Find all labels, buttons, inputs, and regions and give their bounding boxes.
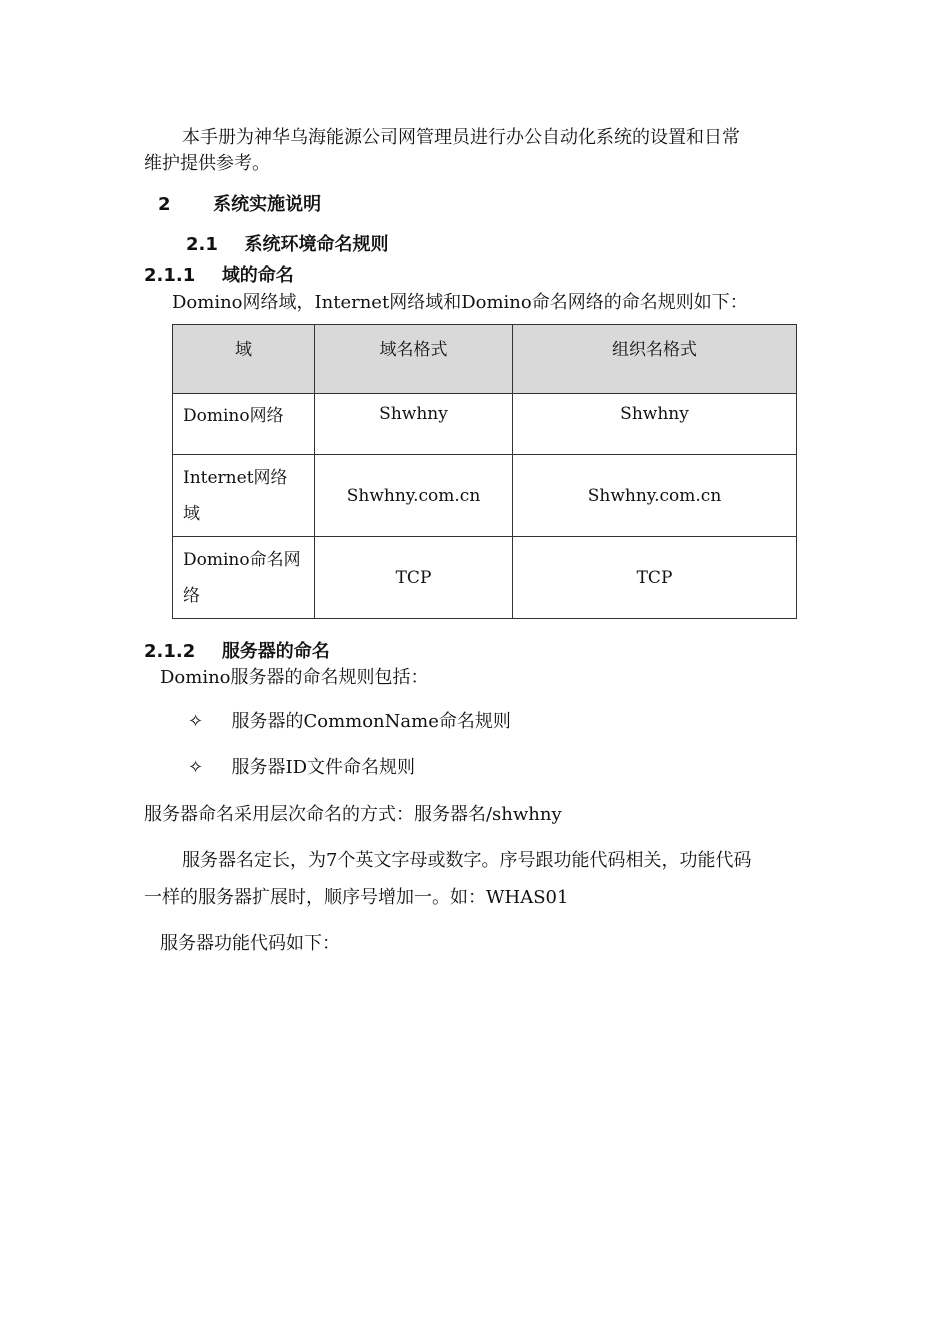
row-name-line-1: Internet网络 [183,467,288,488]
naming-method: 服务器命名采用层次命名的方式：服务器名/shwhny [144,804,562,825]
fixed-length-line-2: 一样的服务器扩展时，顺序号增加一。如：WHAS01 [144,887,569,908]
table-row [173,455,797,537]
section-2-number: 2 [158,194,171,215]
row-name [173,394,315,455]
fixed-length-line-1: 服务器名定长，为7个英文字母或数字。序号跟功能代码相关，功能代码 [182,850,752,871]
intro-line-2: 维护提供参考。 [144,153,270,174]
section-2-1-title: 系统环境命名规则 [244,234,389,255]
row-name-line-2: 域 [183,503,200,524]
row-name [173,537,315,619]
row-org-format: Shwhny [513,394,797,455]
section-2-heading [158,190,321,216]
function-code-intro: 服务器功能代码如下： [160,933,340,954]
bullet-item [188,756,415,780]
diamond-bullet-icon: ✧ [188,711,204,732]
row-name-line-1: Domino网络 [183,406,284,426]
domain-intro: Domino网络域，Internet网络域和Domino命名网络的命名规则如下： [172,292,748,313]
row-domain-format: Shwhny.com.cn [315,455,513,537]
section-2-1-1-number: 2.1.1 [144,265,196,286]
section-2-title: 系统实施说明 [213,194,322,215]
section-2-1-2-heading [144,637,330,663]
bullet-item [188,710,511,734]
domain-naming-table [172,324,797,619]
diamond-bullet-icon: ✧ [188,757,204,778]
intro-line-1: 本手册为神华乌海能源公司网管理员进行办公自动化系统的设置和日常 [182,127,740,148]
row-name-line-2: 络 [183,585,200,606]
row-org-format: TCP [513,537,797,619]
header-domain-format: 域名格式 [315,325,513,394]
server-intro: Domino服务器的命名规则包括： [160,667,429,688]
section-2-1-2-title: 服务器的命名 [221,641,330,662]
section-2-1-1-title: 域的命名 [221,265,294,286]
row-name [173,455,315,537]
row-org-format: Shwhny.com.cn [513,455,797,537]
header-org-format: 组织名格式 [513,325,797,394]
table-header-row [173,325,797,394]
header-domain: 域 [173,325,315,394]
row-domain-format: Shwhny [315,394,513,455]
table-row [173,537,797,619]
section-2-1-1-heading [144,261,294,287]
bullet-text: 服务器ID文件命名规则 [231,757,416,778]
section-2-1-number: 2.1 [186,234,218,255]
bullet-text: 服务器的CommonName命名规则 [231,711,511,732]
table-row [173,394,797,455]
row-domain-format: TCP [315,537,513,619]
section-2-1-heading [186,230,388,256]
row-name-line-1: Domino命名网 [183,549,301,570]
section-2-1-2-number: 2.1.2 [144,641,196,662]
